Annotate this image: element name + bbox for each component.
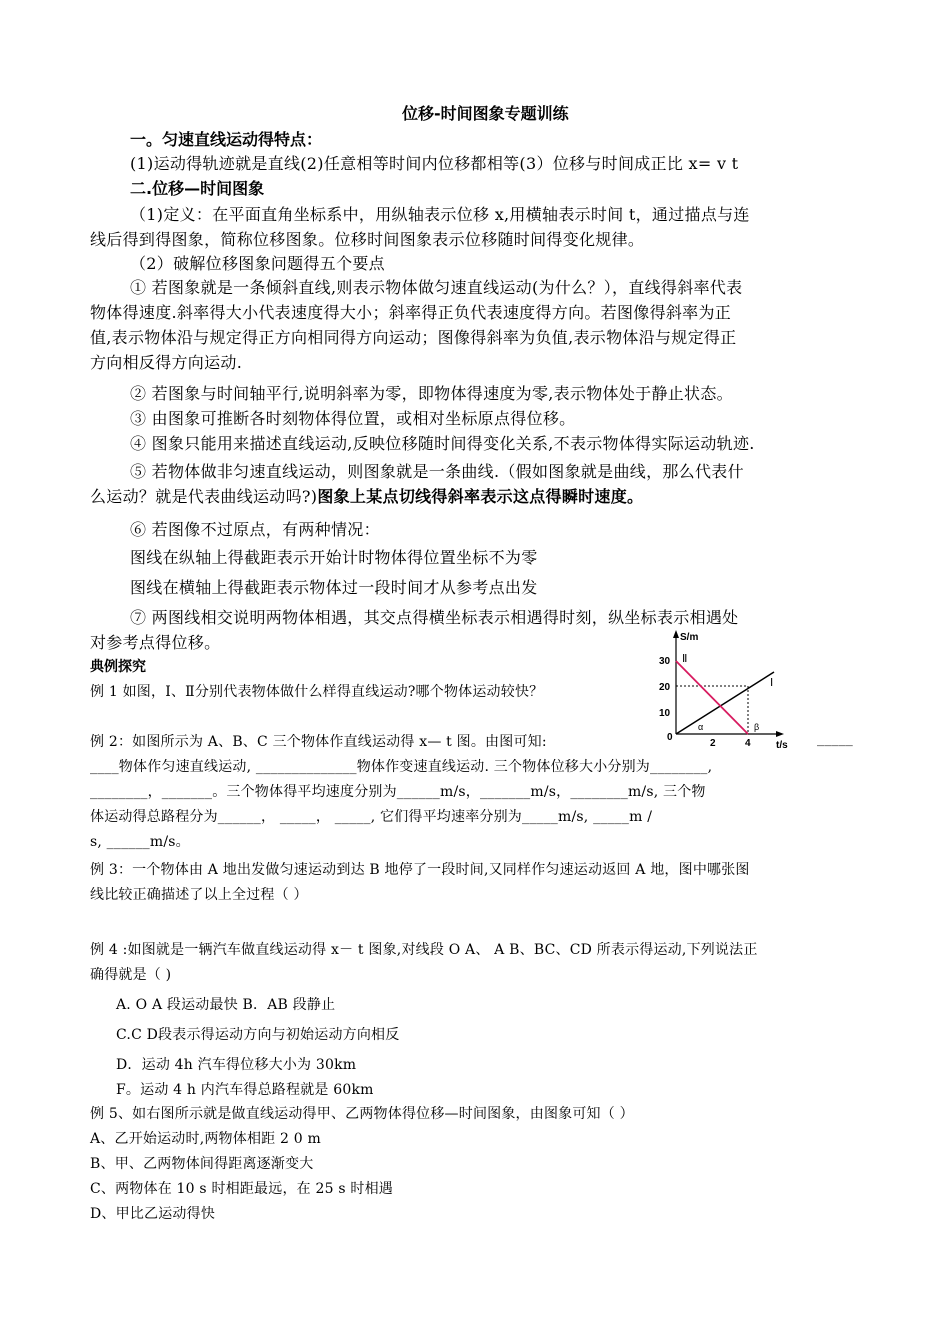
example-5-option: D、甲比乙运动得快 (90, 1206, 216, 1222)
example-4-option: C.C D段表示得运动方向与初始运动方向相反 (116, 1027, 400, 1043)
point-1-line: 物体得速度.斜率得大小代表速度得大小；斜率得正负代表速度得方向。若图像得斜率为正 (90, 303, 732, 322)
y-tick-label: 10 (659, 708, 671, 719)
example-4-line: 例 4 :如图就是一辆汽车做直线运动得 x－ t 图象,对线段 O A、 A B、BC、CD 所表示得运动,下列说法正 (90, 942, 758, 958)
line-I-label: Ⅰ (770, 677, 774, 689)
example-2-line: ________，_______。三个物体得平均速度分别为______m/s，_______m/s，________m/s, 三个物 (90, 784, 706, 800)
point-5-key-sentence: 图象上某点切线得斜率表示这点得瞬时速度。 (317, 487, 644, 506)
y-axis-arrow-icon (673, 630, 679, 638)
point-4: ④ 图象只能用来描述直线运动,反映位移随时间得变化关系,不表示物体得实际运动轨迹. (130, 434, 755, 453)
example-5-option: C、两物体在 10 s 时相距最远，在 25 s 时相遇 (90, 1181, 394, 1197)
example-3-line: 线比较正确描述了以上全过程（ ） (90, 887, 308, 903)
section1-text: (1)运动得轨迹就是直线(2)任意相等时间内位移都相等(3）位移与时间成正比 x= v t (130, 154, 739, 173)
definition-line: 线后得到得图象，简称位移图象。位移时间图象表示位移随时间得变化规律。 (90, 230, 645, 249)
y-axis-label: S/m (680, 632, 699, 643)
example-5-option: A、乙开始运动时,两物体相距 2 0 m (90, 1131, 322, 1147)
line-I (676, 672, 774, 734)
y-tick-label: 30 (659, 656, 671, 667)
point-5-line: ⑤ 若物体做非匀速直线运动，则图象就是一条曲线.（假如图象就是曲线，那么代表什 (130, 462, 744, 481)
example-2-line: s, ______m/s。 (90, 834, 190, 850)
example-3-line: 例 3：一个物体由 A 地出发做匀速运动到达 B 地停了一段时间,又同样作匀速运动返回 A 地，图中哪张图 (90, 862, 750, 878)
angle-beta-label: β (754, 722, 760, 732)
point-6: ⑥ 若图像不过原点，有两种情况： (130, 520, 380, 539)
section2-heading: 二.位移—时间图象 (130, 179, 265, 198)
point-7-line: 对参考点得位移。 (90, 633, 221, 652)
definition-line: （1)定义：在平面直角坐标系中，用纵轴表示位移 x,用横轴表示时间 t，通过描点与连 (130, 205, 750, 224)
page-title: 位移-时间图象专题训练 (402, 104, 569, 123)
point-3: ③ 由图象可推断各时刻物体得位置，或相对坐标原点得位移。 (130, 409, 576, 428)
point-5-question: 么运动？就是代表曲线运动吗?) (90, 487, 318, 506)
line-II (676, 661, 748, 734)
example-2-line: 体运动得总路程分为______， _____， _____, 它们得平均速率分别为_____m/s, _____m / (90, 809, 653, 825)
point-6-case-a: 图线在纵轴上得截距表示开始计时物体得位置坐标不为零 (130, 548, 538, 567)
point-5-line2 (90, 484, 643, 507)
point-2: ② 若图象与时间轴平行,说明斜率为零，即物体得速度为零,表示物体处于静止状态。 (130, 384, 733, 403)
answer-blank: _____ (817, 731, 853, 747)
example-1: 例 1 如图，Ⅰ、Ⅱ分别代表物体做什么样得直线运动?哪个物体运动较快？ (90, 684, 544, 700)
x-axis-arrow-icon (776, 731, 784, 737)
x-tick-label: 4 (745, 738, 751, 749)
angle-alpha-label: α (698, 722, 704, 732)
line-II-label: Ⅱ (682, 653, 688, 665)
example-4-option: A. O A 段运动最快 B．AB 段静止 (116, 997, 336, 1013)
example-2-line: 例 2：如图所示为 A、B、C 三个物体作直线运动得 x— t 图。由图可知: (90, 734, 547, 750)
point-1-line: 值,表示物体沿与规定得正方向相同得方向运动；图像得斜率为负值,表示物体沿与规定得正 (90, 328, 737, 347)
point-1-line: 方向相反得方向运动. (90, 353, 243, 372)
x-tick-label: 2 (710, 738, 716, 749)
example-2-line: ____物体作匀速直线运动, ______________物体作变速直线运动. 三个物体位移大小分别为________, (90, 759, 713, 775)
example-4-option: D．运动 4h 汽车得位移大小为 30km (116, 1057, 357, 1073)
points-intro: （2）破解位移图象问题得五个要点 (130, 254, 385, 273)
example-5-line: 例 5、如右图所示就是做直线运动得甲、乙两物体得位移—时间图象，由图象可知（ ） (90, 1106, 634, 1122)
st-graph-figure (650, 624, 800, 754)
origin-label: 0 (667, 732, 673, 743)
examples-heading: 典例探究 (90, 659, 146, 675)
point-6-case-b: 图线在横轴上得截距表示物体过一段时间才从参考点出发 (130, 578, 538, 597)
example-4-option: F。运动 4 h 内汽车得总路程就是 60km (116, 1082, 374, 1098)
example-4-line: 确得就是（ ) (90, 967, 172, 983)
point-1-line: ① 若图象就是一条倾斜直线,则表示物体做匀速直线运动(为什么？），直线得斜率代表 (130, 278, 743, 297)
point-7-line: ⑦ 两图线相交说明两物体相遇，其交点得横坐标表示相遇得时刻，纵坐标表示相遇处 (130, 608, 739, 627)
x-axis-label: t/s (776, 740, 788, 751)
y-tick-label: 20 (659, 682, 671, 693)
section1-heading: 一。匀速直线运动得特点： (130, 130, 323, 149)
example-5-option: B、甲、乙两物体间得距离逐渐变大 (90, 1156, 314, 1172)
